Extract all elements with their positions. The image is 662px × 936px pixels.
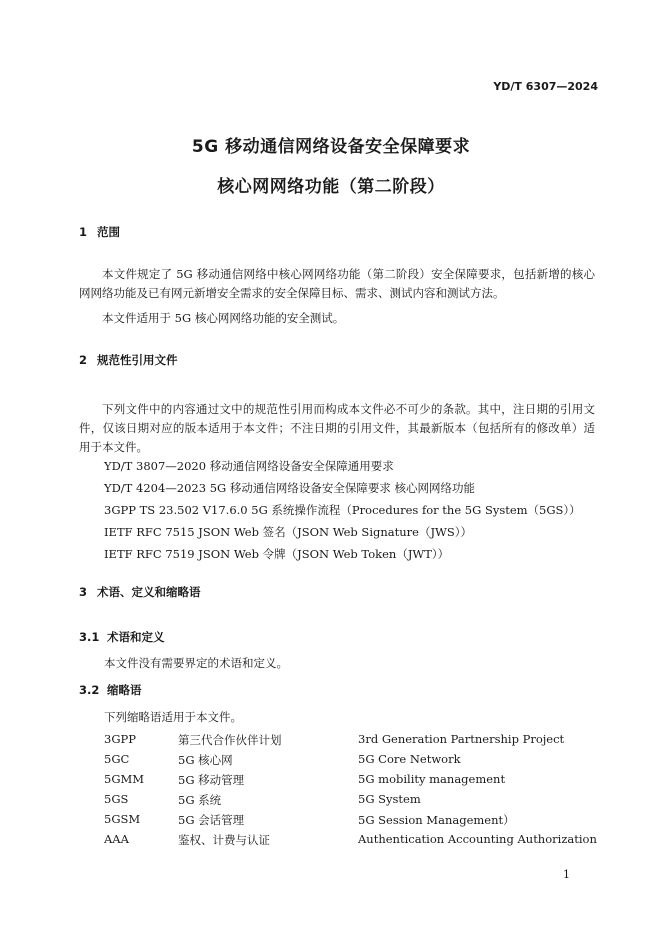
abbreviation-english: 5G System [358, 792, 421, 806]
abbreviations-intro: 下列缩略语适用于本文件。 [104, 710, 242, 724]
page-number: 1 [563, 868, 570, 881]
abbreviation-row [104, 792, 604, 810]
abbreviation-chinese: 第三代合作伙伴计划 [178, 733, 282, 747]
section-2-paragraph-1: 下列文件中的内容通过文中的规范性引用而构成本文件必不可少的条款。其中，注日期的引用文件，仅该日期对应的版本适用于本文件；不注日期的引用文件，其最新版本（包括所有的修改单）适用于本文件。 [79, 402, 595, 454]
abbreviation-row [104, 772, 604, 790]
subsection-3-1-heading [79, 629, 165, 645]
subsection-3-2-heading [79, 682, 142, 698]
abbreviation-row [104, 832, 604, 850]
section-2-heading [79, 352, 178, 368]
abbreviation-row [104, 732, 604, 750]
abbreviation-chinese: 5G 移动管理 [178, 773, 245, 787]
abbreviation-chinese: 5G 系统 [178, 793, 222, 807]
abbreviation-chinese: 5G 核心网 [178, 753, 233, 767]
abbreviation: AAA [104, 832, 129, 846]
section-3-heading [79, 584, 201, 600]
abbreviation: 3GPP [104, 732, 136, 746]
standard-code: YD/T 6307—2024 [493, 80, 598, 93]
abbreviation-english: 5G Core Network [358, 752, 461, 766]
subsection-3-1-paragraph: 本文件没有需要界定的术语和定义。 [104, 656, 288, 670]
section-number: 1 [79, 225, 88, 239]
reference-item: IETF RFC 7515 JSON Web 签名（JSON Web Signature（JWS）） [104, 525, 473, 539]
section-title: 术语、定义和缩略语 [97, 585, 201, 599]
abbreviation-chinese: 5G 会话管理 [178, 813, 245, 827]
subsection-number: 3.1 [79, 630, 100, 644]
section-title: 规范性引用文件 [97, 353, 178, 367]
document-title-line2: 核心网网络功能（第二阶段） [217, 177, 445, 197]
section-1-paragraph-2: 本文件适用于 5G 核心网网络功能的安全测试。 [102, 311, 345, 325]
reference-item: IETF RFC 7519 JSON Web 令牌（JSON Web Token（JWT）） [104, 547, 450, 561]
abbreviation: 5GC [104, 752, 130, 766]
subsection-title: 缩略语 [107, 683, 142, 697]
abbreviation: 5GS [104, 792, 129, 806]
abbreviation-english: 5G mobility management [358, 772, 506, 786]
section-number: 2 [79, 353, 88, 367]
subsection-number: 3.2 [79, 683, 100, 697]
section-1-heading [79, 224, 120, 240]
abbreviation-row [104, 812, 604, 830]
abbreviation: 5GMM [104, 772, 145, 786]
document-title-line1: 5G 移动通信网络设备安全保障要求 [191, 137, 471, 157]
abbreviation-english: Authentication Accounting Authorization [358, 832, 597, 846]
section-1-paragraph-1: 本文件规定了 5G 移动通信网络中核心网网络功能（第二阶段）安全保障要求，包括新增的核心网网络功能及已有网元新增安全需求的安全保障目标、需求、测试内容和测试方法。 [79, 267, 595, 300]
abbreviation-chinese: 鉴权、计费与认证 [178, 833, 270, 847]
section-title: 范围 [97, 225, 120, 239]
subsection-title: 术语和定义 [107, 630, 165, 644]
abbreviation-row [104, 752, 604, 770]
reference-item: 3GPP TS 23.502 V17.6.0 5G 系统操作流程（Procedures for the 5G System（5GS）） [104, 503, 581, 517]
abbreviation: 5GSM [104, 812, 141, 826]
reference-item: YD/T 3807—2020 移动通信网络设备安全保障通用要求 [104, 459, 394, 473]
reference-item: YD/T 4204—2023 5G 移动通信网络设备安全保障要求 核心网网络功能 [104, 481, 476, 495]
abbreviation-english: 3rd Generation Partnership Project [358, 732, 565, 746]
abbreviation-english: 5G Session Management） [358, 813, 515, 827]
section-number: 3 [79, 585, 88, 599]
